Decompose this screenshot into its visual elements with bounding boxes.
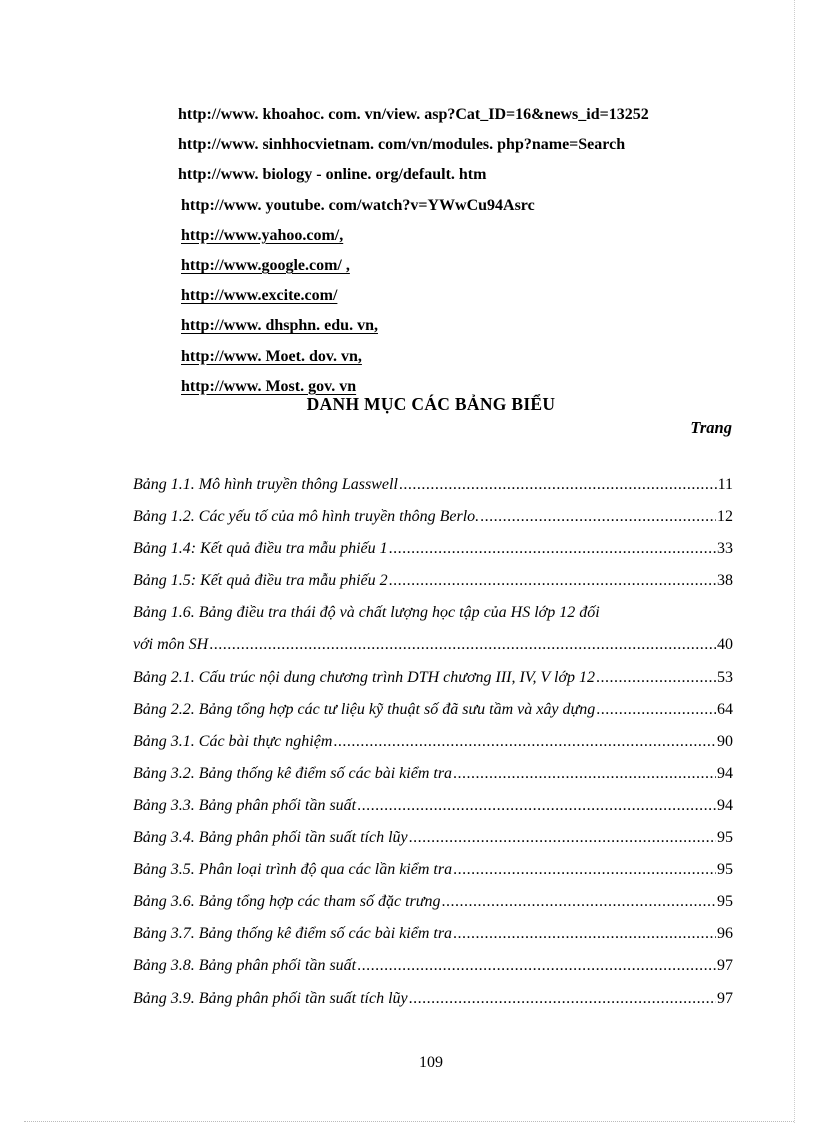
toc-entry-label: Bảng 1.2. Các yếu tố của mô hình truyền thông Berlo. (133, 508, 480, 526)
toc-leader-dots (357, 790, 716, 822)
toc-leader-dots (333, 726, 716, 758)
toc-entry[interactable] (133, 886, 733, 918)
toc-leader-dots (441, 886, 716, 918)
toc-entry-page: 11 (717, 476, 733, 493)
reference-link[interactable]: http://www. Most. gov. vn (181, 377, 357, 395)
toc-entry-label: Bảng 3.2. Bảng thống kê điểm số các bài kiểm tra (133, 764, 453, 782)
toc-entry-page: 97 (717, 989, 733, 1007)
toc-leader-dots (453, 854, 716, 886)
reference-link[interactable]: http://www.excite.com/ (181, 287, 338, 305)
toc-entry-label: Bảng 3.4. Bảng phân phối tần suất tích lũy (133, 829, 408, 847)
toc-leader-dots (389, 533, 716, 565)
toc-entry-label: Bảng 3.9. Bảng phân phối tần suất tích lũy (133, 989, 408, 1007)
toc-leader-dots (399, 469, 717, 501)
toc-entry-page: 96 (717, 925, 733, 943)
toc-leader-dots (409, 983, 716, 1015)
toc-leader-dots (596, 662, 716, 694)
toc-entry[interactable] (133, 983, 733, 1015)
page-column-label: Trang (690, 418, 732, 437)
toc-entry-label: Bảng 3.3. Bảng phân phối tần suất (133, 796, 357, 814)
toc-leader-dots (389, 565, 716, 597)
reference-link[interactable]: http://www. youtube. com/watch?v=YWwCu94Asrc (181, 196, 535, 214)
reference-link[interactable]: http://www. dhsphn. edu. vn, (181, 317, 378, 335)
reference-links (178, 102, 738, 404)
toc-entry-page: 95 (717, 893, 733, 911)
toc-entry[interactable] (133, 918, 733, 950)
toc-entry-page: 12 (717, 508, 733, 526)
table-of-contents (133, 469, 733, 1015)
toc-entry-page: 64 (717, 700, 733, 718)
toc-entry-label: Bảng 3.5. Phân loại trình độ qua các lần kiểm tra (133, 861, 453, 879)
page-number: 109 (419, 1054, 443, 1071)
toc-entry-line1[interactable] (133, 597, 733, 629)
page-bottom-rule (24, 1121, 794, 1122)
toc-entry[interactable] (133, 629, 733, 661)
toc-entry-page: 38 (717, 572, 733, 590)
toc-entry-page: 95 (717, 861, 733, 879)
toc-entry[interactable] (133, 662, 733, 694)
toc-leader-dots (209, 629, 716, 661)
toc-entry-page: 40 (717, 636, 733, 654)
toc-entry-label: Bảng 1.5: Kết quả điều tra mẫu phiếu 2 (133, 572, 388, 590)
reference-link[interactable]: http://www.yahoo.com/, (181, 226, 344, 244)
toc-entry-page: 95 (717, 829, 733, 847)
page-edge-rule (794, 0, 795, 1123)
reference-link[interactable]: http://www. sinhhocvietnam. com/vn/modules. php?name=Search (178, 136, 626, 154)
toc-entry[interactable] (133, 533, 733, 565)
toc-entry[interactable] (133, 469, 733, 501)
reference-link[interactable]: http://www. Moet. dov. vn, (181, 347, 362, 365)
toc-leader-dots (453, 918, 716, 950)
toc-entry-page: 94 (717, 764, 733, 782)
toc-entry-label: Bảng 2.1. Cấu trúc nội dung chương trình DTH chương III, IV, V lớp 12 (133, 668, 596, 686)
toc-entry-label: Bảng 3.1. Các bài thực nghiệm (133, 732, 333, 750)
toc-leader-dots (409, 822, 716, 854)
section-heading: DANH MỤC CÁC BẢNG BIỂU (306, 394, 556, 414)
toc-entry[interactable] (133, 790, 733, 822)
toc-entry-label: Bảng 3.7. Bảng thống kê điểm số các bài kiểm tra (133, 925, 453, 943)
toc-entry-page: 94 (717, 796, 733, 814)
toc-entry-label: Bảng 3.8. Bảng phân phối tần suất (133, 957, 357, 975)
toc-entry-label: với môn SH (133, 636, 209, 654)
toc-entry-page: 90 (717, 732, 733, 750)
toc-entry[interactable] (133, 950, 733, 982)
toc-entry-label: Bảng 1.6. Bảng điều tra thái độ và chất lượng học tập của HS lớp 12 đối (133, 604, 600, 622)
toc-entry[interactable] (133, 565, 733, 597)
toc-leader-dots (357, 950, 716, 982)
toc-leader-dots (453, 758, 716, 790)
toc-entry-label: Bảng 1.4: Kết quả điều tra mẫu phiếu 1 (133, 540, 388, 558)
reference-link[interactable]: http://www. khoahoc. com. vn/view. asp?Cat_ID=16&news_id=13252 (178, 106, 649, 123)
toc-entry-label: Bảng 2.2. Bảng tổng hợp các tư liệu kỹ thuật số đã sưu tầm và xây dựng (133, 700, 596, 718)
toc-entry[interactable] (133, 726, 733, 758)
toc-entry-page: 33 (717, 540, 733, 558)
toc-leader-dots (596, 694, 716, 726)
reference-link[interactable]: http://www.google.com/ , (181, 256, 350, 274)
reference-link[interactable]: http://www. biology - online. org/default. htm (178, 166, 487, 184)
toc-entry[interactable] (133, 822, 733, 854)
toc-entry-page: 53 (717, 668, 733, 686)
toc-entry[interactable] (133, 501, 733, 533)
toc-entry[interactable] (133, 854, 733, 886)
toc-leader-dots (480, 501, 716, 533)
toc-entry-label: Bảng 1.1. Mô hình truyền thông Lasswell (133, 476, 398, 493)
toc-entry-label: Bảng 3.6. Bảng tổng hợp các tham số đặc trưng (133, 893, 441, 911)
toc-entry[interactable] (133, 758, 733, 790)
toc-entry[interactable] (133, 694, 733, 726)
toc-entry-page: 97 (717, 957, 733, 975)
